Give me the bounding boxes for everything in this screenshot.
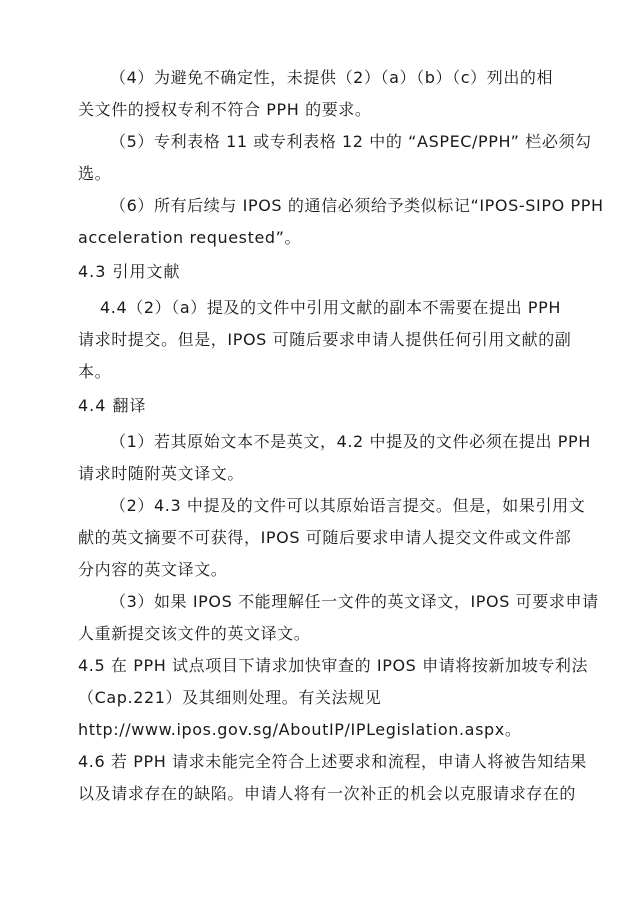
paragraph-6-line-1: （6）所有后续与 IPOS 的通信必须给予类似标记“IPOS-SIPO PPH bbox=[110, 196, 604, 215]
legislation-link[interactable]: http://www.ipos.gov.sg/AboutIP/IPLegislation.aspx。 bbox=[78, 720, 522, 739]
section-4-5-line-1: 4.5 在 PPH 试点项目下请求加快审查的 IPOS 申请将按新加坡专利法 bbox=[78, 656, 589, 675]
paragraph-6-line-2: acceleration requested”。 bbox=[78, 228, 302, 247]
paragraph-4-line-1: （4）为避免不确定性，未提供（2）（a）（b）（c）列出的相 bbox=[110, 68, 554, 87]
translation-item-3-line-2: 人重新提交该文件的英文译文。 bbox=[78, 624, 311, 643]
paragraph-citation-line-2: 请求时提交。但是，IPOS 可随后要求申请人提供任何引用文献的副 bbox=[78, 330, 572, 349]
section-4-6-line-2: 以及请求存在的缺陷。申请人将有一次补正的机会以克服请求存在的 bbox=[78, 784, 577, 803]
section-4-5-line-2: （Cap.221）及其细则处理。有关法规见 bbox=[78, 688, 382, 707]
paragraph-5-line-1: （5）专利表格 11 或专利表格 12 中的 “ASPEC/PPH” 栏必须勾 bbox=[110, 132, 592, 151]
translation-item-2-line-1: （2）4.3 中提及的文件可以其原始语言提交。但是，如果引用文 bbox=[110, 496, 586, 515]
paragraph-4-line-2: 关文件的授权专利不符合 PPH 的要求。 bbox=[78, 100, 372, 119]
translation-item-1-line-2: 请求时随附英文译文。 bbox=[78, 464, 245, 483]
translation-item-1-line-1: （1）若其原始文本不是英文，4.2 中提及的文件必须在提出 PPH bbox=[110, 432, 591, 451]
section-4-6-line-1: 4.6 若 PPH 请求未能完全符合上述要求和流程，申请人将被告知结果 bbox=[78, 752, 588, 771]
paragraph-citation-line-1: 4.4（2）（a）提及的文件中引用文献的副本不需要在提出 PPH bbox=[100, 298, 562, 317]
paragraph-5-line-2: 选。 bbox=[78, 164, 112, 183]
translation-item-3-line-1: （3）如果 IPOS 不能理解任一文件的英文译文，IPOS 可要求申请 bbox=[110, 592, 599, 611]
paragraph-citation-line-3: 本。 bbox=[78, 362, 112, 381]
section-heading-4-4: 4.4 翻译 bbox=[78, 396, 147, 415]
translation-item-2-line-2: 献的英文摘要不可获得，IPOS 可随后要求申请人提交文件或文件部 bbox=[78, 528, 572, 547]
translation-item-2-line-3: 分内容的英文译文。 bbox=[78, 560, 228, 579]
section-heading-4-3: 4.3 引用文献 bbox=[78, 262, 181, 281]
